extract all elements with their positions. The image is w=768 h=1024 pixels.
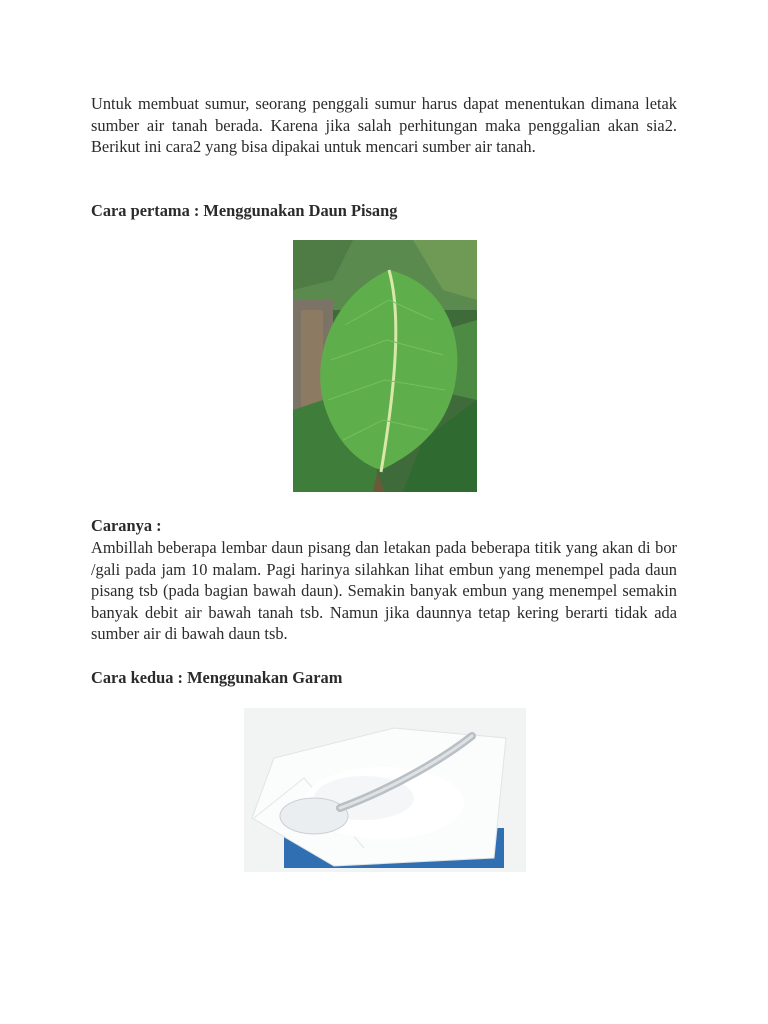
salt-photo [244, 708, 526, 872]
method-1-steps-label: Caranya : [91, 516, 162, 535]
intro-paragraph: Untuk membuat sumur, seorang penggali sumur harus dapat menentukan dimana letak sumber air tanah berada. Karena jika salah perhitungan maka penggalian akan sia2. Berikut ini cara2 yang bisa dipakai untuk mencari sumber air tanah. [91, 94, 677, 156]
banana-leaf-photo [293, 240, 477, 492]
method-1-heading: Cara pertama : Menggunakan Daun Pisang [91, 201, 398, 220]
method-1-steps-text: Ambillah beberapa lembar daun pisang dan letakan pada beberapa titik yang akan di bor /gali pada jam 10 malam. Pagi harinya silahkan lihat embun yang menempel pada daun pisang tsb (pada bagian bawah daun). Semakin banyak embun yang menempel semakin banyak debit air bawah tanah tsb. Namun jika daunnya tetap kering berarti tidak ada sumber air di bawah daun tsb. [91, 538, 677, 643]
method-2-heading: Cara kedua : Menggunakan Garam [91, 668, 343, 687]
